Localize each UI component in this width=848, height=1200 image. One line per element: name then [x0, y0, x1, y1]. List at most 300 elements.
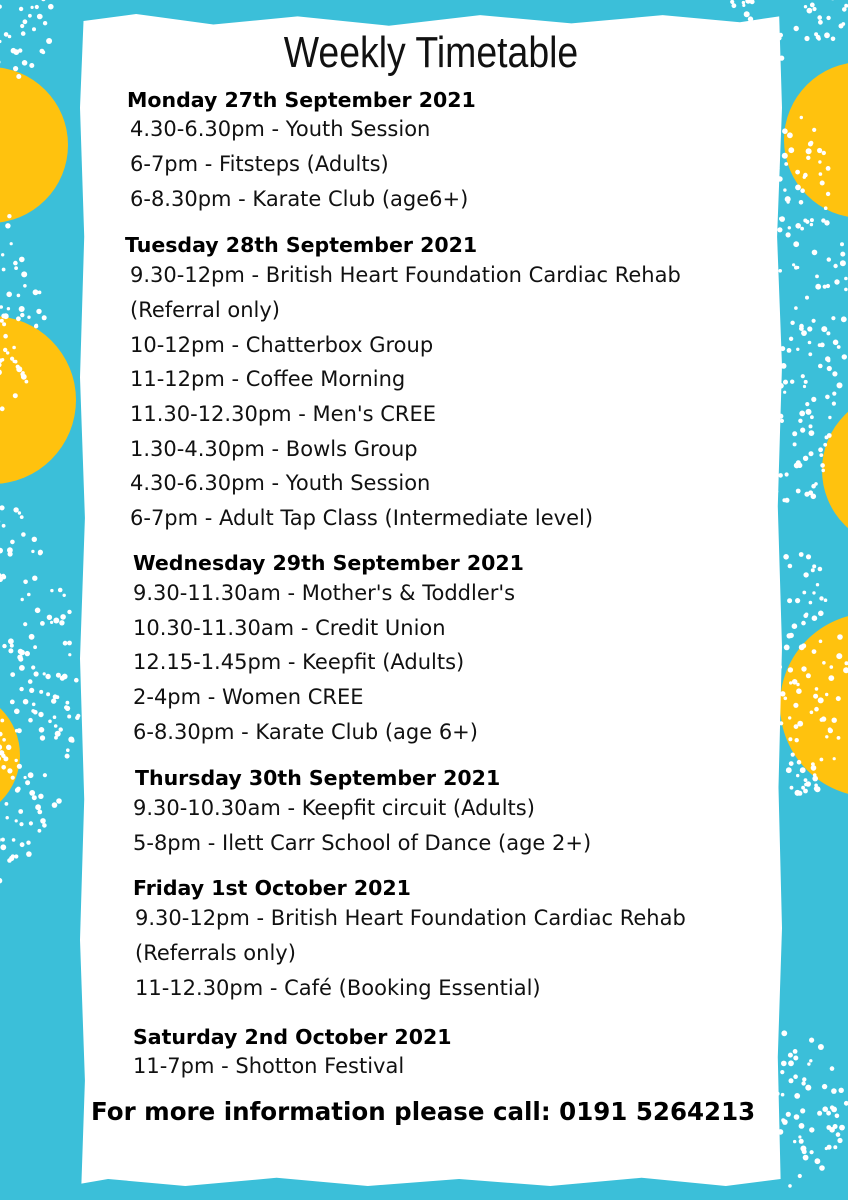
decorative-dot: [50, 589, 53, 592]
decorative-dot: [74, 678, 79, 683]
decorative-dot: [812, 591, 815, 594]
decorative-dot: [811, 397, 816, 402]
decorative-dot: [19, 665, 25, 671]
decorative-dot: [812, 250, 818, 256]
decorative-dot: [804, 778, 808, 782]
decorative-dot: [806, 156, 810, 160]
schedule-entry: 11-12pm - Coffee Morning: [130, 367, 406, 391]
decorative-dot: [26, 841, 30, 845]
day-heading: Wednesday 29th September 2021: [133, 551, 524, 575]
decorative-dot: [783, 188, 786, 191]
decorative-dot: [26, 851, 32, 857]
decorative-dot: [7, 214, 11, 218]
decorative-dot: [17, 728, 22, 733]
decorative-dot: [827, 366, 832, 371]
decorative-dot: [55, 731, 61, 737]
decorative-dot: [809, 1127, 814, 1132]
decorative-dot: [792, 623, 798, 629]
decorative-dot: [784, 645, 790, 651]
decorative-dot: [36, 309, 41, 314]
decorative-dot: [788, 1184, 792, 1188]
decorative-dot: [0, 5, 2, 9]
decorative-dot: [804, 36, 809, 41]
decorative-dot: [803, 613, 808, 618]
decorative-dot: [786, 767, 792, 773]
decorative-dot: [842, 7, 847, 12]
decorative-dot: [23, 19, 28, 24]
decorative-dot: [813, 694, 818, 699]
decorative-dot: [804, 380, 808, 384]
decorative-dot: [835, 1114, 840, 1119]
decorative-dot: [811, 568, 815, 572]
decorative-dot: [828, 675, 834, 681]
decorative-dot: [795, 185, 801, 191]
decorative-dot: [812, 128, 816, 132]
decorative-dot: [809, 430, 815, 436]
decorative-dot: [841, 316, 847, 322]
decorative-dot: [35, 804, 41, 810]
decorative-dot: [68, 653, 71, 656]
decorative-dot: [40, 818, 46, 824]
decorative-dot: [38, 794, 43, 799]
decorative-dot: [40, 735, 45, 740]
decorative-dot: [839, 1088, 844, 1093]
decorative-dot: [32, 27, 36, 31]
decorative-dot: [15, 759, 18, 762]
decorative-dot: [23, 622, 27, 626]
decorative-dot: [788, 1053, 793, 1058]
decorative-dot: [810, 415, 814, 419]
decorative-dot: [59, 620, 64, 625]
decorative-dot: [795, 738, 799, 742]
decorative-dot: [1, 253, 4, 256]
decorative-dot: [732, 3, 737, 8]
decorative-dot: [817, 15, 822, 20]
decorative-dot: [837, 382, 843, 388]
decorative-dot: [60, 676, 65, 681]
decorative-dot: [815, 275, 819, 279]
decorative-dot: [825, 693, 828, 696]
decorative-dot: [802, 1077, 806, 1081]
decorative-dot: [794, 26, 799, 31]
decorative-dot: [788, 564, 793, 569]
decorative-dot: [60, 614, 66, 620]
decorative-dot: [1, 754, 5, 758]
decorative-dot: [787, 598, 792, 603]
decorative-dot: [8, 648, 13, 653]
decorative-dot: [803, 385, 806, 388]
decorative-dot: [833, 757, 836, 760]
decorative-dot: [819, 172, 823, 176]
schedule-entry: 4.30-6.30pm - Youth Session: [130, 471, 431, 495]
decorative-dot: [802, 1149, 807, 1154]
decorative-dot: [818, 20, 823, 25]
decorative-dot: [27, 593, 31, 597]
decorative-dot: [18, 657, 23, 662]
decorative-dot: [800, 428, 805, 433]
decorative-dot: [41, 0, 45, 1]
decorative-dot: [834, 279, 839, 284]
decorative-dot: [824, 206, 828, 210]
decorative-dot: [6, 816, 9, 819]
decorative-dot: [806, 554, 811, 559]
decorative-dot: [817, 37, 821, 41]
decorative-dot: [796, 489, 801, 494]
decorative-dot: [54, 724, 58, 728]
decorative-dot: [795, 170, 800, 175]
decorative-dot: [803, 456, 808, 461]
decorative-dot: [2, 524, 6, 528]
decorative-dot: [45, 674, 50, 679]
decorative-dot: [805, 296, 809, 300]
decorative-dot: [789, 761, 794, 766]
decorative-dot: [812, 564, 816, 568]
decorative-dot: [25, 380, 29, 384]
decorative-dot: [24, 776, 27, 779]
decorative-dot: [742, 1, 745, 4]
decorative-dot: [803, 173, 808, 178]
decorative-dot: [840, 252, 845, 257]
decorative-dot: [0, 505, 5, 510]
decorative-dot: [786, 232, 791, 237]
decorative-dot: [12, 838, 16, 842]
decorative-dot: [43, 672, 46, 675]
decorative-dot: [817, 1111, 822, 1116]
day-heading: Thursday 30th September 2021: [135, 766, 501, 790]
decorative-dot: [818, 447, 823, 452]
decorative-dot: [812, 319, 816, 323]
decorative-dot: [788, 147, 794, 153]
decorative-dot: [21, 31, 26, 36]
decorative-dot: [788, 1060, 794, 1066]
decorative-dot: [837, 345, 841, 349]
decorative-dot: [5, 802, 9, 806]
decorative-dot: [832, 371, 837, 376]
decorative-dot: [13, 507, 18, 512]
decorative-dot: [810, 3, 815, 8]
decorative-dot: [795, 223, 801, 229]
decorative-dot: [18, 48, 22, 52]
decorative-dot: [830, 1066, 835, 1071]
decorative-dot: [823, 443, 827, 447]
decorative-dot: [29, 634, 35, 640]
decorative-dot: [837, 634, 843, 640]
decorative-dot: [25, 780, 30, 785]
decorative-dot: [821, 326, 827, 332]
decorative-dot: [7, 307, 10, 310]
decorative-dot: [805, 402, 809, 406]
decorative-dot: [818, 1044, 824, 1050]
decorative-dot: [797, 721, 803, 727]
decorative-dot: [806, 149, 811, 154]
decorative-dot: [8, 638, 14, 644]
decorative-dot: [827, 1145, 832, 1150]
decorative-dot: [811, 765, 817, 771]
decorative-dot: [10, 700, 15, 705]
schedule-entry: 10-12pm - Chatterbox Group: [130, 333, 434, 357]
decorative-dot: [780, 1070, 784, 1074]
decorative-dot: [4, 32, 9, 37]
decorative-dot: [792, 431, 797, 436]
decorative-dot: [59, 727, 63, 731]
decorative-dot: [19, 650, 25, 656]
decorative-dot: [783, 554, 789, 560]
decorative-dot: [38, 829, 42, 833]
decorative-dot: [67, 641, 72, 646]
decorative-dot: [790, 786, 794, 790]
decorative-dot: [803, 1155, 809, 1161]
decorative-dot: [29, 688, 34, 693]
decorative-dot: [789, 337, 793, 341]
decorative-dot: [28, 718, 33, 723]
decorative-dot: [789, 1078, 794, 1083]
decorative-dot: [10, 540, 15, 545]
decorative-dot: [807, 1062, 810, 1065]
decorative-dot: [8, 35, 12, 39]
decorative-dot: [27, 316, 30, 319]
decorative-dot: [807, 8, 813, 14]
decorative-dot: [18, 809, 23, 814]
decorative-dot: [47, 615, 52, 620]
decorative-dot: [781, 1030, 787, 1036]
decorative-dot: [786, 1112, 791, 1117]
decorative-dot: [804, 5, 807, 8]
decorative-dot: [801, 666, 806, 671]
decorative-dot: [32, 537, 37, 542]
schedule-entry: 11-12.30pm - Café (Booking Essential): [135, 976, 541, 1000]
decorative-dot: [787, 348, 792, 353]
decorative-dot: [804, 492, 809, 497]
decorative-dot: [63, 641, 68, 646]
decorative-dot: [0, 844, 6, 850]
decorative-dot: [17, 764, 22, 769]
decorative-dot: [67, 610, 71, 614]
decorative-dot: [3, 313, 9, 319]
decorative-dot: [783, 391, 786, 394]
schedule-entry: 6-7pm - Fitsteps (Adults): [130, 152, 389, 176]
decorative-dot: [29, 63, 34, 68]
decorative-dot: [5, 223, 10, 228]
decorative-dot: [18, 511, 21, 514]
decorative-dot: [826, 192, 830, 196]
decorative-dot: [796, 348, 799, 351]
decorative-dot: [799, 1123, 805, 1129]
decorative-dot: [22, 60, 28, 66]
decorative-dot: [52, 802, 58, 808]
decorative-dot: [37, 810, 42, 815]
decorative-dot: [818, 364, 823, 369]
decorative-dot: [798, 1174, 802, 1178]
decorative-dot: [66, 701, 70, 705]
decorative-dot: [844, 1101, 848, 1106]
decorative-dot: [53, 694, 58, 699]
decorative-dot: [833, 264, 837, 268]
day-heading: Saturday 2nd October 2021: [133, 1025, 452, 1049]
decorative-dot: [3, 348, 7, 352]
decorative-dot: [15, 819, 18, 822]
decorative-dot: [801, 621, 806, 626]
decorative-dot: [780, 691, 785, 696]
decorative-dot: [742, 4, 745, 7]
decorative-dot: [67, 715, 71, 719]
decorative-dot: [809, 1059, 812, 1062]
decorative-dot: [793, 1049, 798, 1054]
decorative-dot: [844, 288, 848, 292]
decorative-dot: [830, 1105, 834, 1109]
decorative-dot: [825, 735, 828, 738]
decorative-dot: [782, 1119, 788, 1125]
schedule-entry: 12.15-1.45pm - Keepfit (Adults): [133, 650, 465, 674]
decorative-dot: [825, 395, 830, 400]
decorative-dot: [787, 633, 792, 638]
decorative-dot: [799, 552, 804, 557]
decorative-dot: [801, 1081, 805, 1085]
decorative-dot: [807, 326, 812, 331]
decorative-dot: [780, 419, 784, 423]
decorative-dot: [837, 1138, 842, 1143]
decorative-dot: [0, 837, 1, 843]
decorative-dot: [836, 696, 841, 701]
decorative-dot: [818, 611, 824, 617]
decorative-dot: [816, 583, 819, 586]
decorative-dot: [820, 463, 825, 468]
decorative-dot: [797, 760, 802, 765]
decorative-dot: [10, 672, 15, 677]
decorative-dot: [836, 1132, 841, 1137]
decorative-dot: [48, 4, 54, 10]
decorative-dot: [12, 346, 16, 350]
decorative-dot: [800, 767, 806, 773]
decorative-dot: [34, 671, 39, 676]
decorative-dot: [826, 284, 830, 288]
decorative-dot: [0, 719, 4, 723]
decorative-dot: [39, 727, 45, 733]
decorative-dot: [23, 284, 27, 288]
decorative-dot: [814, 707, 819, 712]
decorative-dot: [799, 200, 804, 205]
decorative-dot: [809, 424, 813, 428]
schedule-entry: 6-7pm - Adult Tap Class (Intermediate level): [130, 506, 594, 530]
decorative-dot: [824, 32, 830, 38]
day-heading: Monday 27th September 2021: [127, 88, 476, 112]
decorative-dot: [19, 687, 23, 691]
decorative-dot: [827, 257, 831, 261]
decorative-dot: [53, 618, 59, 624]
decorative-dot: [3, 334, 8, 339]
decorative-dot: [839, 1125, 845, 1131]
decorative-dot: [800, 188, 805, 193]
decorative-dot: [6, 292, 12, 298]
decorative-dot: [42, 315, 47, 320]
decorative-dot: [812, 615, 818, 621]
schedule-entry: 11-7pm - Shotton Festival: [133, 1054, 405, 1078]
decorative-dot: [0, 60, 1, 65]
decorative-dot: [783, 380, 788, 385]
schedule-entry: 6-8.30pm - Karate Club (age6+): [130, 187, 469, 211]
decorative-dot: [785, 196, 791, 202]
decorative-dot: [39, 690, 43, 694]
decorative-dot: [798, 1135, 801, 1138]
decorative-dot: [71, 739, 75, 743]
decorative-dot: [19, 257, 25, 263]
decorative-dot: [826, 220, 829, 223]
decorative-dot: [840, 242, 844, 246]
decorative-dot: [793, 442, 797, 446]
decorative-dot: [818, 697, 824, 703]
decorative-dot: [28, 14, 32, 18]
decorative-dot: [19, 306, 25, 312]
decorative-dot: [805, 1085, 811, 1091]
decorative-dot: [65, 754, 70, 759]
decorative-dot: [23, 580, 28, 585]
decorative-dot: [10, 242, 13, 245]
decorative-dot: [828, 728, 833, 733]
decorative-dot: [808, 142, 813, 147]
decorative-dot: [19, 7, 23, 11]
decorative-dot: [804, 783, 808, 787]
decorative-dot: [798, 419, 802, 423]
decorative-dot: [782, 153, 788, 159]
decorative-dot: [831, 37, 836, 42]
decorative-dot: [0, 305, 3, 309]
decorative-dot: [1, 838, 5, 842]
decorative-dot: [32, 703, 36, 707]
decorative-dot: [28, 772, 34, 778]
decorative-dot: [782, 128, 788, 134]
contact-info: For more information please call: 0191 5264213: [91, 1097, 756, 1126]
decorative-dot: [11, 776, 15, 780]
decorative-dot: [820, 343, 825, 348]
schedule-entry: 4.30-6.30pm - Youth Session: [130, 117, 431, 141]
decorative-dot: [29, 790, 35, 796]
decorative-dot: [779, 217, 783, 221]
decorative-dot: [801, 330, 807, 336]
decorative-dot: [793, 1056, 798, 1061]
decorative-dot: [62, 594, 65, 597]
decorative-dot: [792, 679, 798, 685]
schedule-entry: (Referral only): [130, 298, 280, 322]
decorative-dot: [777, 227, 782, 232]
decorative-dot: [21, 532, 26, 537]
decorative-dot: [38, 550, 43, 555]
decorative-dot: [788, 667, 793, 672]
decorative-dot: [33, 645, 37, 649]
decorative-dot: [793, 1074, 798, 1079]
decorative-dot: [818, 160, 821, 163]
decorative-dot: [38, 712, 43, 717]
decorative-dot: [31, 550, 34, 553]
decorative-dot: [788, 737, 792, 741]
decorative-dot: [800, 1108, 805, 1113]
decorative-dot: [799, 326, 804, 331]
decorative-dot: [819, 596, 823, 600]
decorative-dot: [33, 710, 38, 715]
decorative-dot: [32, 795, 37, 800]
decorative-dot: [820, 181, 825, 186]
decorative-dot: [809, 601, 813, 605]
decorative-dot: [810, 223, 813, 226]
schedule-entry: 9.30-10.30am - Keepfit circuit (Adults): [133, 796, 535, 820]
decorative-dot: [791, 753, 795, 757]
decorative-dot: [20, 313, 24, 317]
decorative-dot: [800, 227, 804, 231]
decorative-dot: [2, 322, 6, 326]
decorative-dot: [14, 266, 18, 270]
decorative-dot: [20, 842, 25, 847]
decorative-dot: [809, 491, 813, 495]
day-heading: Friday 1st October 2021: [133, 876, 411, 900]
decorative-dot: [810, 1150, 814, 1154]
